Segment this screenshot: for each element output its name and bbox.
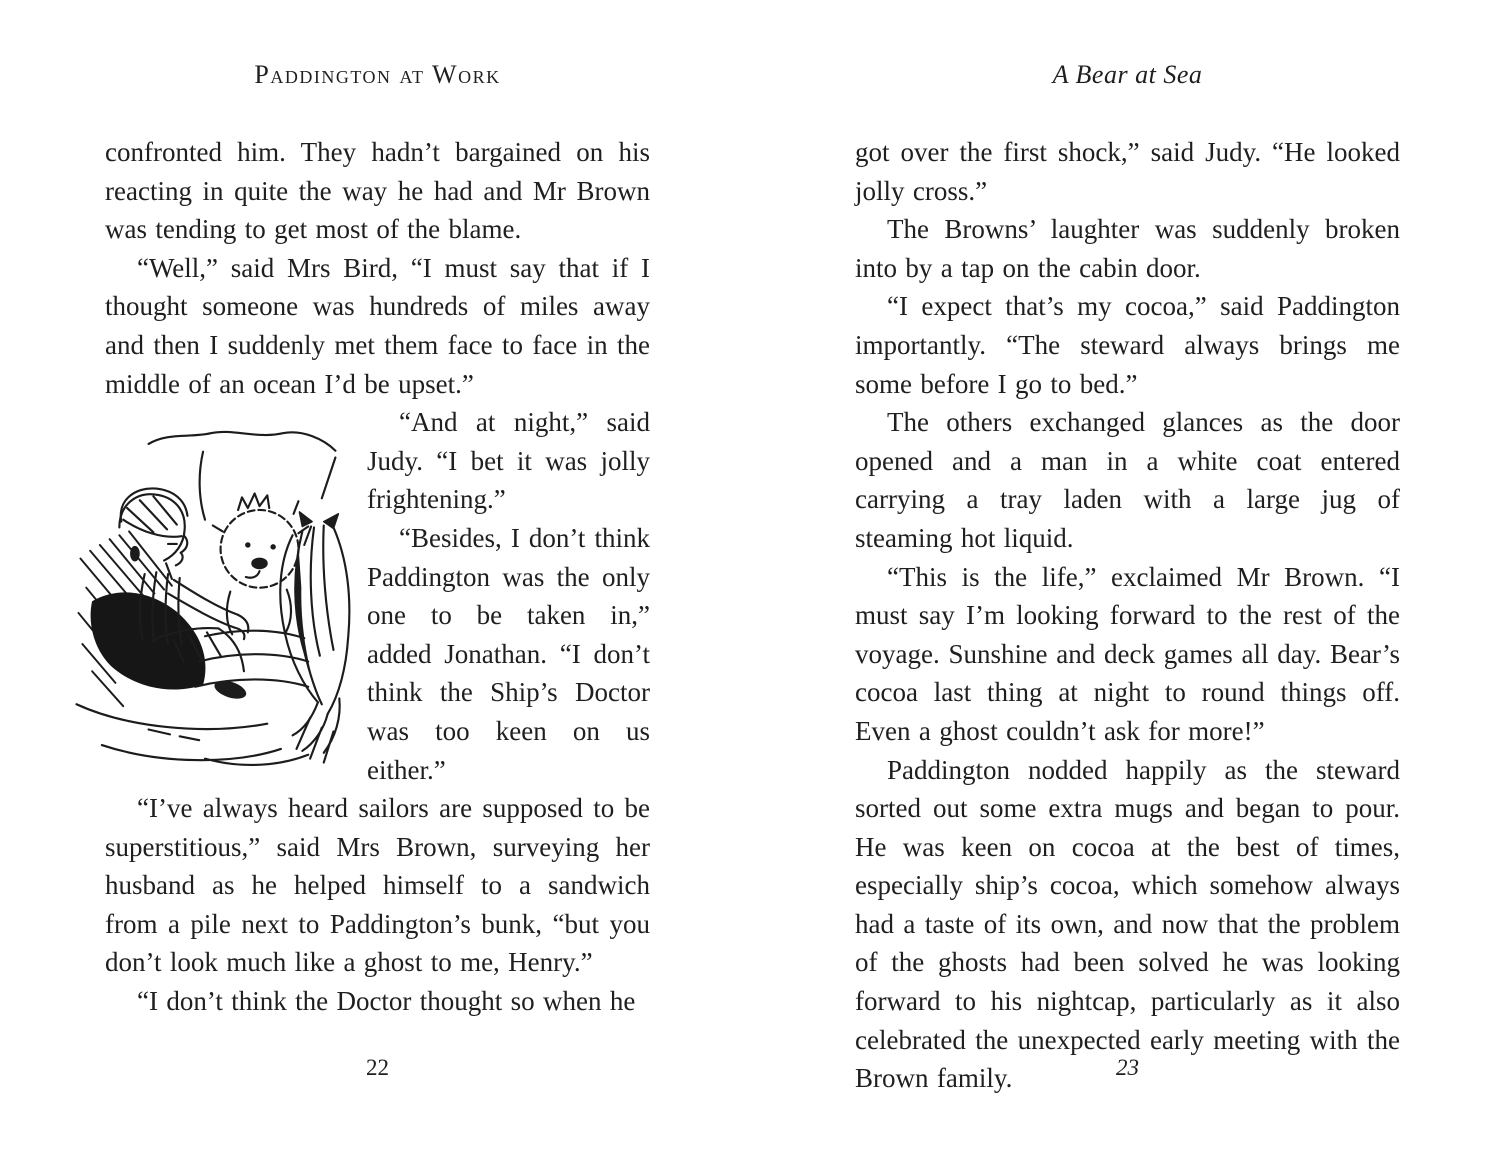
paragraph: “I’ve always heard sailors are supposed to be superstitious,” said Mrs Brown, surveying her husband as he helped himself to a sandwich from a pile next to Paddington’s bunk, “but you don’t look much like a ghost to me, Henry.” <box>105 793 650 978</box>
paragraph: Paddington nodded happily as the steward sorted out some extra mugs and began to pour. He was keen on cocoa at the best of times, especially ship’s cocoa, which somehow always had a taste of its own, and now that the problem of the ghosts had been solved he was looking forward to his nightcap, particularly as it also celebrated the unexpected early meeting with the Brown family. <box>855 754 1400 1094</box>
page-number-left: 22 <box>366 1055 389 1080</box>
paragraph: “I don’t think the Doctor thought so when he <box>137 986 636 1017</box>
paragraph: The others exchanged glances as the door opened and a man in a white coat entered carrying a tray laden with a large jug of steaming hot liquid. <box>855 407 1400 553</box>
paragraph: The Browns’ laughter was suddenly broken into by a tap on the cabin door. <box>855 214 1400 283</box>
running-header-left: Paddington at Work <box>254 60 501 89</box>
paragraph: “And at night,” said Judy. “I bet it was jolly frightening.” <box>367 407 650 515</box>
paragraph: “Besides, I don’t think Paddington was the only one to be taken in,” added Jonathan. “I don’t think the Ship’s Doctor was too keen on us either.” <box>367 522 650 785</box>
paragraph: got over the first shock,” said Judy. “He looked jolly cross.” <box>855 137 1400 206</box>
paragraph: confronted him. They hadn’t bargained on his reacting in quite the way he had and Mr Brown was tending to get most of the blame. <box>105 137 650 245</box>
right-page-text <box>855 133 1400 1098</box>
right-page <box>855 0 1400 1151</box>
bunk-scene-drawing <box>59 407 351 781</box>
paragraph: “Well,” said Mrs Bird, “I must say that if I thought someone was hundreds of miles away and then I suddenly met them face to face in the middle of an ocean I’d be upset.” <box>105 252 650 399</box>
paragraph: “This is the life,” exclaimed Mr Brown. “I must say I’m looking forward to the rest of the voyage. Sunshine and deck games all day. Bear’s cocoa last thing at night to round things off. Even a ghost couldn’t ask for more!” <box>855 561 1400 746</box>
page-number-right: 23 <box>1116 1055 1139 1080</box>
left-page <box>105 0 650 1151</box>
running-header-right: A Bear at Sea <box>1052 60 1203 89</box>
bunk-scene-illustration <box>59 407 351 781</box>
paragraph: “I expect that’s my cocoa,” said Paddington importantly. “The steward always brings me some before I go to bed.” <box>855 291 1400 399</box>
left-page-text <box>105 133 650 1021</box>
